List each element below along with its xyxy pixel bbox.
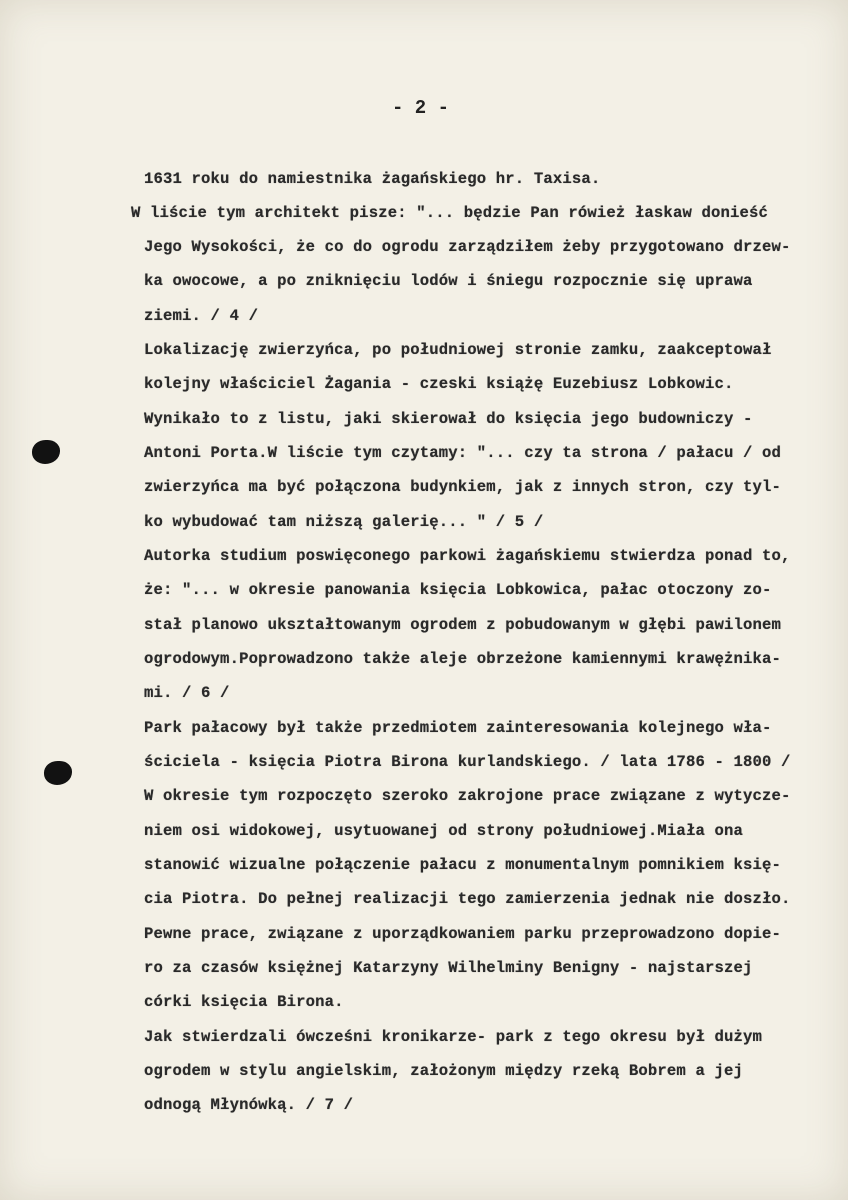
text-line: stał planowo ukształtowanym ogrodem z pobudowanym w głębi pawilonem	[144, 616, 782, 634]
text-line: Autorka studium poswięconego parkowi żagańskiemu stwierdza ponad to,	[144, 547, 791, 565]
text-line: ziemi. / 4 /	[144, 307, 259, 325]
text-line: że: "... w okresie panowania księcia Lobkowica, pałac otoczony zo-	[144, 581, 772, 599]
text-line: ogrodem w stylu angielskim, założonym między rzeką Bobrem a jej	[144, 1062, 743, 1080]
text-line: Jak stwierdzali ówcześni kronikarze- park z tego okresu był dużym	[144, 1028, 763, 1046]
text-line: cia Piotra. Do pełnej realizacji tego zamierzenia jednak nie doszło.	[144, 890, 791, 908]
punch-hole-top	[32, 440, 60, 464]
text-line: ściciela - księcia Piotra Birona kurlandskiego. / lata 1786 - 1800 /	[144, 753, 791, 771]
text-line: mi. / 6 /	[144, 684, 230, 702]
text-line: córki księcia Birona.	[144, 993, 344, 1011]
text-line: stanowić wizualne połączenie pałacu z monumentalnym pomnikiem księ-	[144, 856, 782, 874]
text-line: W okresie tym rozpoczęto szeroko zakrojone prace związane z wytycze-	[144, 787, 791, 805]
text-line: Park pałacowy był także przedmiotem zainteresowania kolejnego wła-	[144, 719, 772, 737]
text-line: ko wybudować tam niższą galerię... " / 5 /	[144, 513, 544, 531]
text-line: kolejny właściciel Żagania - czeski książę Euzebiusz Lobkowic.	[144, 375, 734, 393]
text-line: ogrodowym.Poprowadzono także aleje obrzeżone kamiennymi krawężnika-	[144, 650, 782, 668]
text-line: ka owocowe, a po zniknięciu lodów i śniegu rozpocznie się uprawa	[144, 272, 753, 290]
text-line: Wynikało to z listu, jaki skierował do księcia jego budowniczy -	[144, 410, 753, 428]
text-line: W liście tym architekt pisze: "... będzie Pan rówież łaskaw donieść	[131, 204, 769, 222]
text-line: Pewne prace, związane z uporządkowaniem parku przeprowadzono dopie-	[144, 925, 782, 943]
text-line: Jego Wysokości, że co do ogrodu zarządziłem żeby przygotowano drzew-	[144, 238, 791, 256]
text-line: Antoni Porta.W liście tym czytamy: "... czy ta strona / pałacu / od	[144, 444, 782, 462]
text-line: niem osi widokowej, usytuowanej od strony południowej.Miała ona	[144, 822, 743, 840]
punch-hole-bottom	[44, 761, 72, 785]
text-line: ro za czasów księżnej Katarzyny Wilhelminy Benigny - najstarszej	[144, 959, 753, 977]
page-number: - 2 -	[392, 97, 450, 119]
text-line: 1631 roku do namiestnika żagańskiego hr. Taxisa.	[144, 170, 601, 188]
text-line: zwierzyńca ma być połączona budynkiem, jak z innych stron, czy tyl-	[144, 478, 782, 496]
text-line: Lokalizację zwierzyńca, po południowej stronie zamku, zaakceptował	[144, 341, 772, 359]
text-line: odnogą Młynówką. / 7 /	[144, 1096, 354, 1114]
